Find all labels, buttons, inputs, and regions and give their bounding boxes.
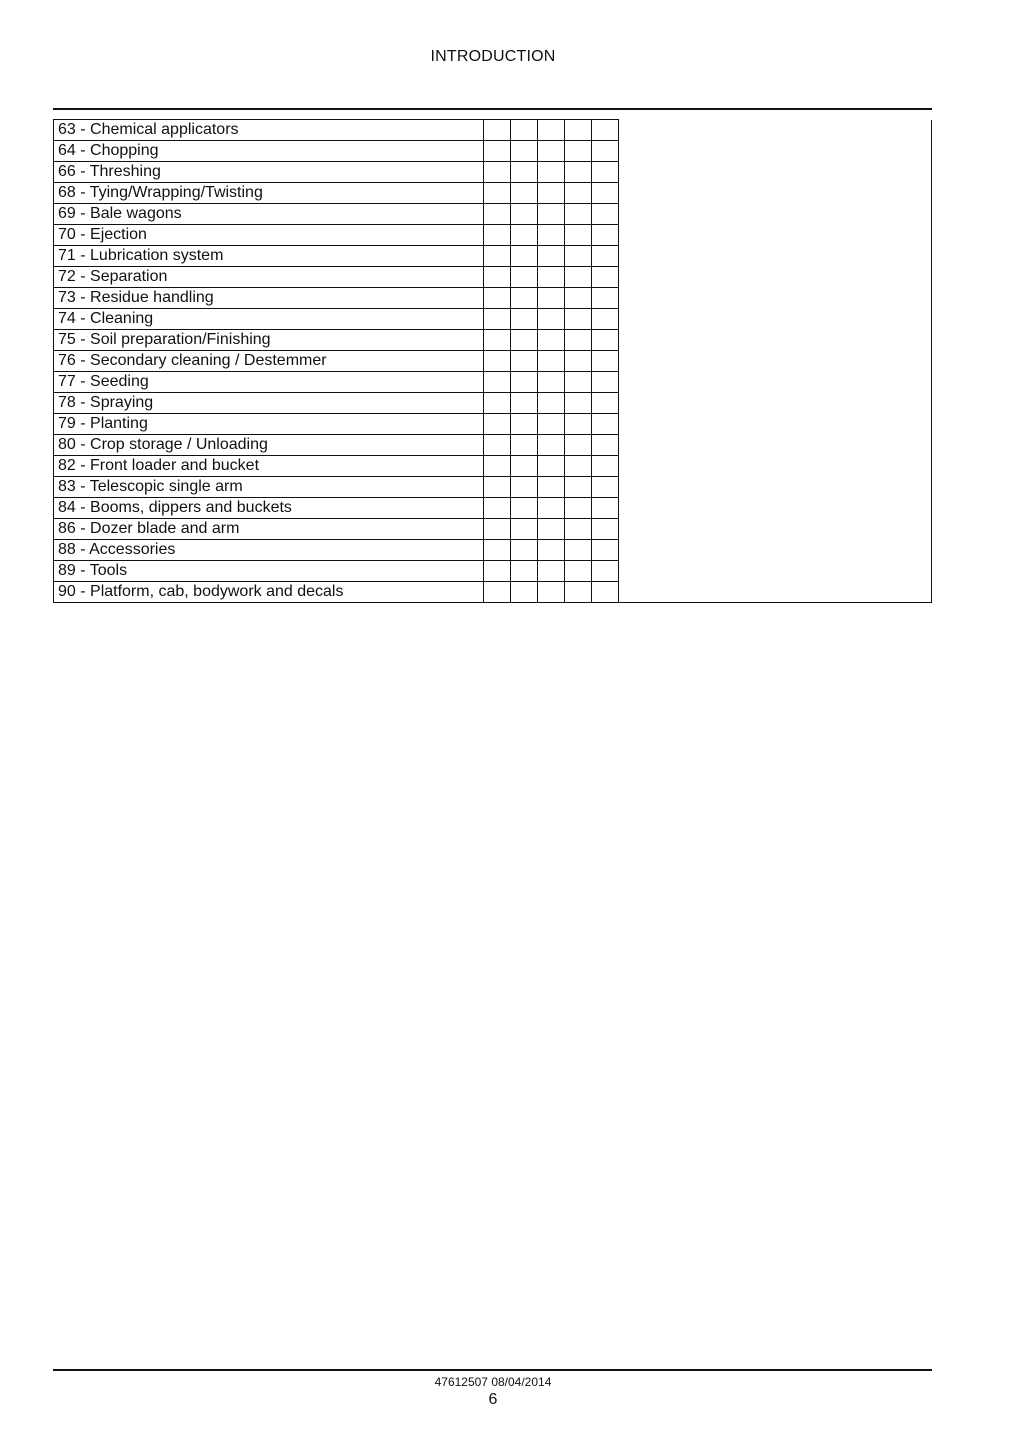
section-check-cell [592, 498, 619, 519]
section-check-cell [565, 414, 592, 435]
section-check-cell [538, 393, 565, 414]
section-check-cell [511, 498, 538, 519]
section-check-cell [538, 498, 565, 519]
section-check-cell [538, 267, 565, 288]
section-check-cell [538, 225, 565, 246]
section-check-cell [538, 120, 565, 141]
section-check-cell [565, 183, 592, 204]
section-check-cell [565, 162, 592, 183]
section-label: 88 - Accessories [54, 540, 484, 561]
section-check-cell [538, 204, 565, 225]
section-label: 86 - Dozer blade and arm [54, 519, 484, 540]
section-label: 74 - Cleaning [54, 309, 484, 330]
section-check-cell [511, 288, 538, 309]
section-check-cell [592, 330, 619, 351]
section-check-cell [511, 477, 538, 498]
section-check-cell [511, 435, 538, 456]
section-check-cell [484, 183, 511, 204]
section-check-cell [592, 393, 619, 414]
section-label: 68 - Tying/Wrapping/Twisting [54, 183, 484, 204]
section-check-cell [565, 372, 592, 393]
section-check-cell [484, 435, 511, 456]
section-check-cell [592, 582, 619, 603]
section-check-cell [538, 330, 565, 351]
section-check-cell [565, 120, 592, 141]
section-check-cell [565, 393, 592, 414]
section-check-cell [484, 351, 511, 372]
section-check-cell [592, 309, 619, 330]
section-label: 73 - Residue handling [54, 288, 484, 309]
section-check-cell [565, 351, 592, 372]
section-label: 80 - Crop storage / Unloading [54, 435, 484, 456]
section-check-cell [511, 414, 538, 435]
section-check-cell [538, 309, 565, 330]
section-check-cell [484, 162, 511, 183]
section-check-cell [565, 582, 592, 603]
page-header-title: INTRODUCTION [430, 48, 556, 65]
section-check-cell [538, 540, 565, 561]
section-check-cell [511, 561, 538, 582]
section-check-cell [484, 477, 511, 498]
section-check-cell [592, 141, 619, 162]
section-label: 89 - Tools [54, 561, 484, 582]
section-label: 84 - Booms, dippers and buckets [54, 498, 484, 519]
sections-table-body [54, 120, 932, 603]
section-check-cell [565, 246, 592, 267]
section-check-cell [592, 519, 619, 540]
footer-divider [53, 1369, 932, 1371]
section-check-cell [592, 351, 619, 372]
section-label: 70 - Ejection [54, 225, 484, 246]
document-reference: 47612507 08/04/2014 [434, 1375, 552, 1389]
section-label: 76 - Secondary cleaning / Destemmer [54, 351, 484, 372]
section-check-cell [484, 372, 511, 393]
section-check-cell [511, 519, 538, 540]
section-check-cell [484, 204, 511, 225]
section-label: 79 - Planting [54, 414, 484, 435]
section-check-cell [592, 204, 619, 225]
section-check-cell [484, 519, 511, 540]
section-check-cell [484, 267, 511, 288]
section-label: 83 - Telescopic single arm [54, 477, 484, 498]
section-check-cell [484, 393, 511, 414]
section-check-cell [484, 225, 511, 246]
section-check-cell [592, 435, 619, 456]
section-check-cell [484, 456, 511, 477]
section-check-cell [538, 183, 565, 204]
section-check-cell [538, 435, 565, 456]
section-check-cell [511, 309, 538, 330]
section-check-cell [511, 246, 538, 267]
section-check-cell [538, 414, 565, 435]
section-check-cell [538, 519, 565, 540]
section-check-cell [484, 498, 511, 519]
section-check-cell [511, 162, 538, 183]
section-check-cell [592, 372, 619, 393]
section-check-cell [592, 561, 619, 582]
section-check-cell [511, 120, 538, 141]
section-label: 75 - Soil preparation/Finishing [54, 330, 484, 351]
section-check-cell [565, 330, 592, 351]
section-check-cell [592, 267, 619, 288]
section-label: 66 - Threshing [54, 162, 484, 183]
section-label: 90 - Platform, cab, bodywork and decals [54, 582, 484, 603]
section-check-cell [484, 414, 511, 435]
section-check-cell [484, 561, 511, 582]
section-check-cell [511, 141, 538, 162]
section-check-cell [484, 330, 511, 351]
section-check-cell [511, 267, 538, 288]
sections-table [53, 119, 932, 603]
section-check-cell [484, 141, 511, 162]
section-check-cell [484, 582, 511, 603]
section-check-cell [538, 582, 565, 603]
section-check-cell [511, 456, 538, 477]
section-check-cell [565, 141, 592, 162]
section-check-cell [565, 204, 592, 225]
section-check-cell [565, 561, 592, 582]
section-check-cell [565, 225, 592, 246]
section-check-cell [565, 519, 592, 540]
section-check-cell [511, 393, 538, 414]
header-divider [53, 108, 932, 110]
section-label: 64 - Chopping [54, 141, 484, 162]
section-check-cell [592, 456, 619, 477]
section-check-cell [592, 414, 619, 435]
page-number: 6 [488, 1391, 498, 1408]
section-check-cell [592, 246, 619, 267]
section-row [54, 120, 932, 141]
section-check-cell [565, 540, 592, 561]
section-check-cell [511, 582, 538, 603]
section-check-cell [511, 225, 538, 246]
section-label: 63 - Chemical applicators [54, 120, 484, 141]
section-check-cell [511, 183, 538, 204]
section-check-cell [484, 309, 511, 330]
section-check-cell [565, 498, 592, 519]
section-check-cell [511, 351, 538, 372]
section-check-cell [592, 225, 619, 246]
section-check-cell [538, 162, 565, 183]
section-check-cell [592, 540, 619, 561]
section-check-cell [538, 288, 565, 309]
section-label: 71 - Lubrication system [54, 246, 484, 267]
section-check-cell [592, 477, 619, 498]
section-check-cell [592, 183, 619, 204]
section-check-cell [511, 204, 538, 225]
section-check-cell [511, 330, 538, 351]
section-check-cell [484, 288, 511, 309]
section-check-cell [484, 540, 511, 561]
section-check-cell [484, 246, 511, 267]
section-check-cell [592, 288, 619, 309]
section-label: 77 - Seeding [54, 372, 484, 393]
section-check-cell [565, 477, 592, 498]
section-check-cell [565, 435, 592, 456]
section-check-cell [565, 309, 592, 330]
section-check-cell [511, 540, 538, 561]
section-check-cell [592, 162, 619, 183]
section-check-cell [565, 456, 592, 477]
section-label: 69 - Bale wagons [54, 204, 484, 225]
notes-cell [619, 120, 932, 603]
section-label: 82 - Front loader and bucket [54, 456, 484, 477]
section-check-cell [511, 372, 538, 393]
section-check-cell [538, 477, 565, 498]
section-check-cell [538, 246, 565, 267]
section-check-cell [565, 288, 592, 309]
section-check-cell [538, 351, 565, 372]
section-check-cell [565, 267, 592, 288]
section-check-cell [538, 141, 565, 162]
section-label: 78 - Spraying [54, 393, 484, 414]
section-check-cell [538, 372, 565, 393]
section-check-cell [538, 456, 565, 477]
section-check-cell [592, 120, 619, 141]
section-label: 72 - Separation [54, 267, 484, 288]
section-check-cell [538, 561, 565, 582]
section-check-cell [484, 120, 511, 141]
